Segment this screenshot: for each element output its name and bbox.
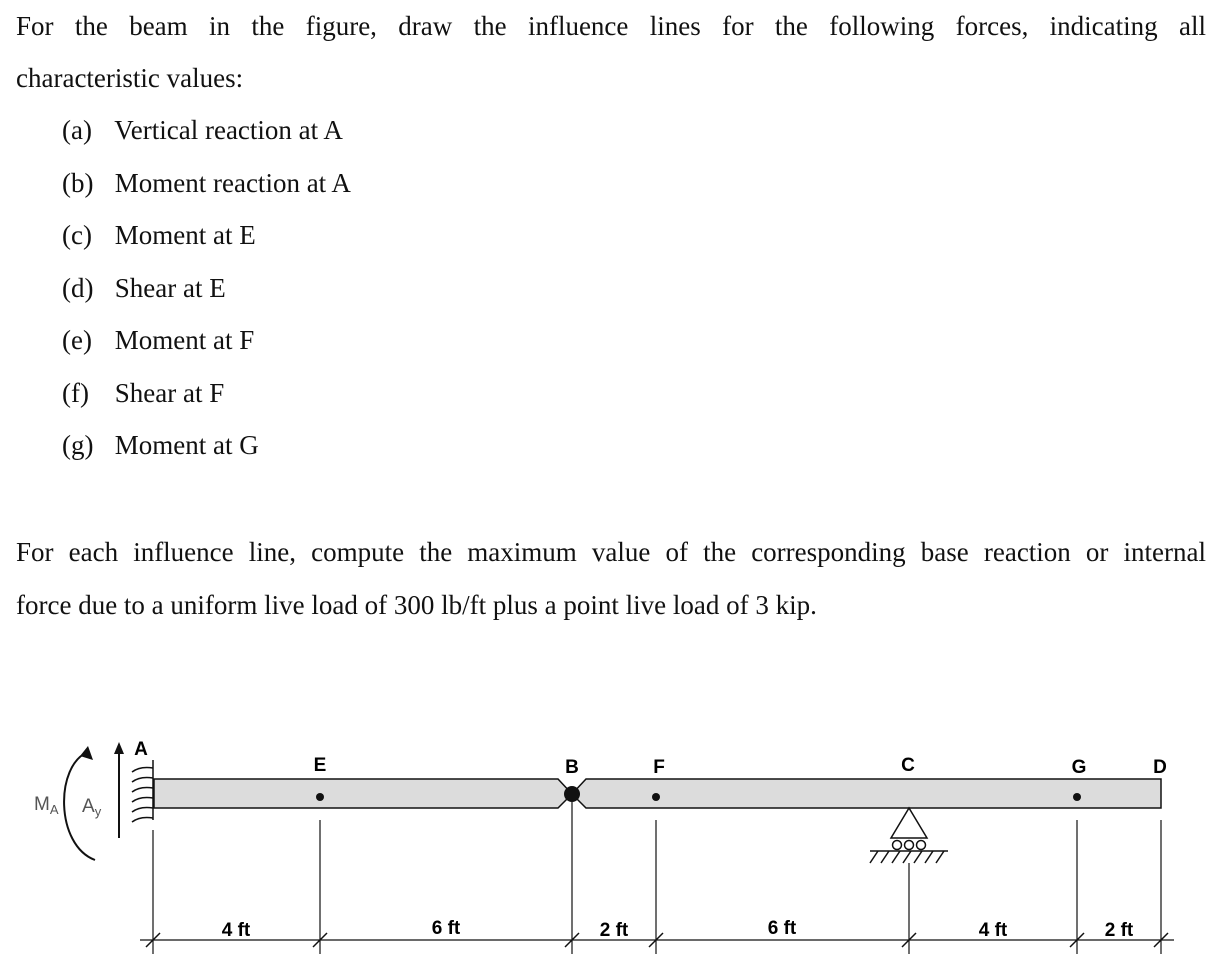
- dimension-label: 2 ft: [1104, 920, 1134, 941]
- part-text: Moment at E: [114, 220, 256, 250]
- extension-lines: [153, 802, 1161, 954]
- dimension-label: 6 ft: [431, 918, 461, 939]
- part-item: [62, 209, 1206, 262]
- parts-list: [16, 104, 1206, 472]
- part-text: Moment at G: [114, 430, 259, 460]
- intro-line-1: For the beam in the figure, draw the influence lines for the following forces, indicating all: [16, 11, 1206, 41]
- dimension-label: 4 ft: [221, 920, 251, 941]
- task-statement: [16, 526, 1206, 632]
- dimension-label: 2 ft: [599, 920, 629, 941]
- label-b: B: [565, 757, 579, 778]
- point-f-marker: [652, 793, 660, 801]
- part-label: (d): [62, 272, 94, 303]
- part-item: [62, 314, 1206, 367]
- part-text: Shear at E: [114, 272, 226, 303]
- roller-support-c: [870, 808, 948, 863]
- part-item: [62, 104, 1206, 157]
- part-label: (a): [62, 115, 92, 145]
- part-label: (e): [62, 325, 92, 355]
- task-line-2: force due to a uniform live load of 300 lb/ft plus a point live load of 3 kip.: [16, 590, 817, 620]
- part-label: (b): [62, 167, 94, 198]
- label-a: A: [134, 739, 148, 760]
- beam-figure: [0, 720, 1220, 964]
- beam-segment-bd: [572, 779, 1161, 808]
- problem-intro: [16, 0, 1206, 104]
- part-item: [62, 419, 1206, 472]
- part-label: (c): [62, 220, 92, 250]
- task-line-1: For each influence line, compute the maximum value of the corresponding base reaction or internal: [16, 537, 1206, 567]
- part-item: [62, 157, 1206, 210]
- part-text: Vertical reaction at A: [114, 115, 343, 145]
- part-item: [62, 262, 1206, 315]
- part-label: (g): [62, 430, 94, 460]
- hinge-b: [564, 786, 580, 802]
- label-g: G: [1071, 757, 1087, 778]
- part-item: [62, 367, 1206, 420]
- label-e: E: [313, 755, 327, 776]
- point-e-marker: [316, 793, 324, 801]
- moment-arrowhead: [80, 746, 93, 760]
- vertical-reaction-label: $A_y$: [82, 796, 102, 819]
- label-d: D: [1153, 757, 1167, 778]
- label-c: C: [901, 755, 915, 776]
- part-text: Shear at F: [114, 377, 225, 408]
- part-text: Moment reaction at A: [114, 167, 351, 198]
- vertical-arrowhead: [114, 742, 124, 754]
- beam-segment-ab: [154, 779, 572, 808]
- problem-statement: [16, 0, 1206, 472]
- intro-line-2: characteristic values:: [16, 63, 244, 93]
- dimension-label: 6 ft: [767, 918, 797, 939]
- moment-reaction-label: $M_A$: [34, 794, 59, 817]
- part-text: Moment at F: [114, 325, 255, 355]
- label-f: F: [653, 757, 665, 778]
- fixed-support-hatch: [132, 760, 153, 822]
- dimension-label: 4 ft: [978, 920, 1008, 941]
- part-label: (f): [62, 377, 89, 408]
- point-g-marker: [1073, 793, 1081, 801]
- beam-diagram: [0, 720, 1220, 964]
